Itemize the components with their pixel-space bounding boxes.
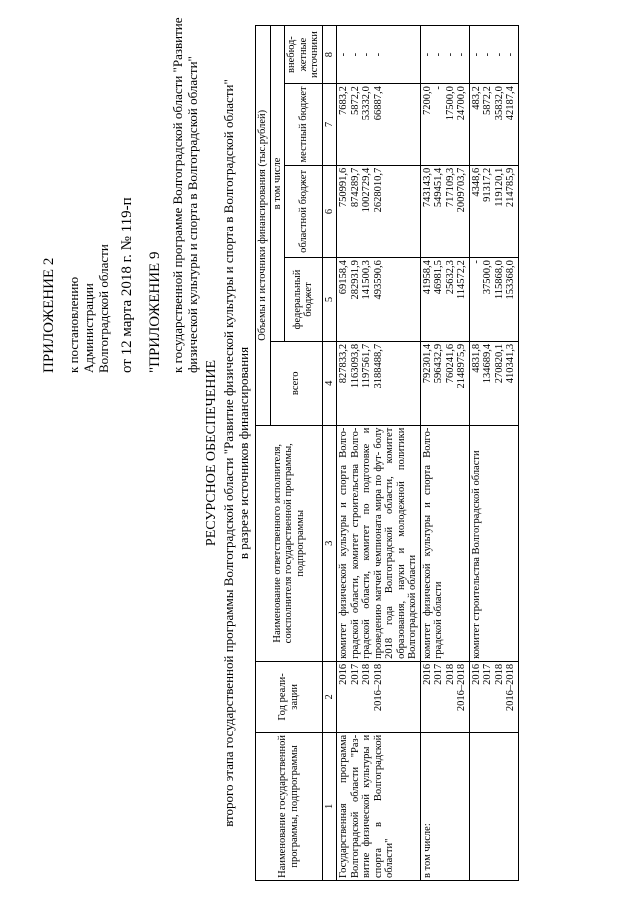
- decree-date-number: от 12 марта 2018 г. № 119-п: [119, 196, 135, 373]
- federal-cell: - 37500,0 115868,0 153368,0: [469, 257, 518, 341]
- col-num: 2: [322, 661, 337, 732]
- col-num: 1: [322, 732, 337, 880]
- federal-cell: 41958,4 46981,5 25632,3 114572,2: [420, 257, 469, 341]
- local-cell: 483,2 5872,2 35832,0 42187,4: [469, 83, 518, 165]
- table-row: [420, 25, 469, 880]
- executor-cell: комитет физической культуры и спорта Волго- градской области: [420, 425, 469, 661]
- extrabudget-cell: - - - -: [469, 25, 518, 83]
- years-cell: 2016 2017 2018 2016–2018: [420, 661, 469, 732]
- total-cell: 792301,4 596432,9 760241,6 2148975,9: [420, 341, 469, 425]
- empty-name-cell: [469, 732, 518, 880]
- doc-subtitle-1: второго этапа государственной программы Волгоградской области "Развитие физической культуры и спорта в Волгоградской области": [221, 78, 236, 827]
- doc-subtitle-2: в разрезе источников финансирования: [236, 346, 251, 559]
- doc-title: РЕСУРСНОЕ ОБЕСПЕЧЕНИЕ: [204, 359, 219, 546]
- header-extrabudget: внебюд- жетные источники: [285, 25, 323, 83]
- col-num: 4: [322, 341, 337, 425]
- extrabudget-cell: - - - -: [420, 25, 469, 83]
- header-executor: Наименование ответственного исполнителя, соисполнителя государственной программы, подпрограммы: [256, 425, 323, 661]
- table-row: [337, 25, 421, 880]
- regional-cell: 750991,6 874289,7 1002729,4 2628010,7: [337, 165, 421, 257]
- header-volume: Объемы и источники финансирования (тыс.рублей): [256, 25, 271, 425]
- header-local: местный бюджет: [285, 83, 323, 165]
- annex-line-2: физической культуры и спорта в Волгоградской области": [185, 55, 200, 373]
- local-cell: 7683,2 5872,2 53332,0 66887,4: [337, 83, 421, 165]
- document-sheet: [20, 13, 620, 893]
- extrabudget-cell: - - - -: [337, 25, 421, 83]
- executor-cell: комитет строительства Волгоградской области: [469, 425, 518, 661]
- table-row: [469, 25, 518, 880]
- header-year: Год реали- зации: [256, 661, 323, 732]
- header-name: Наименование государственной программы, подпрограммы: [256, 732, 323, 880]
- org-line-2: Волгоградской области: [96, 243, 111, 373]
- annex-title: "ПРИЛОЖЕНИЕ 9: [147, 251, 163, 373]
- col-num: 3: [322, 425, 337, 661]
- header-total: всего: [270, 341, 322, 425]
- decree-ref: к постановлению: [66, 276, 81, 373]
- years-cell: 2016 2017 2018 2016–2018: [337, 661, 421, 732]
- years-cell: 2016 2017 2018 2016–2018: [469, 661, 518, 732]
- header-including: в том числе: [270, 25, 285, 341]
- federal-cell: 69158,4 282931,9 141500,3 493590,6: [337, 257, 421, 341]
- org-line-1: Администрации: [81, 282, 96, 373]
- col-num: 8: [322, 25, 337, 83]
- header-row-1: [256, 25, 271, 880]
- col-num: 7: [322, 83, 337, 165]
- resource-table: [255, 25, 519, 881]
- col-num: 6: [322, 165, 337, 257]
- regional-cell: 743143,0 549451,4 717109,3 2009703,7: [420, 165, 469, 257]
- regional-cell: 4348,6 91317,2 119120,1 214785,9: [469, 165, 518, 257]
- header-federal: федеральный бюджет: [285, 257, 323, 341]
- total-cell: 4831,8 134689,4 270820,1 410341,3: [469, 341, 518, 425]
- appendix-title: ПРИЛОЖЕНИЕ 2: [41, 257, 57, 373]
- col-num: 5: [322, 257, 337, 341]
- column-number-row: [322, 25, 337, 880]
- executor-cell: комитет физической культуры и спорта Волго- градской области, комитет строительства Волго- градской области, комитет по подготовке и проведению матчей чемпионата мира по фут- болу 2018 года Волгоградской области, комитет образования, науки и молодежной политики Волгоградской области: [337, 425, 421, 661]
- program-name: Государственная программа Волгоградской области "Раз- витие физической культуры и спорта в Волгоградской области": [337, 732, 421, 880]
- total-cell: 827833,2 1163093,8 1197561,7 3188488,7: [337, 341, 421, 425]
- annex-line-1: к государственной программе Волгоградской области "Развитие: [170, 17, 185, 373]
- including-label: в том числе:: [420, 732, 469, 880]
- header-regional: областной бюджет: [285, 165, 323, 257]
- local-cell: 7200,0 - 17500,0 24700,0: [420, 83, 469, 165]
